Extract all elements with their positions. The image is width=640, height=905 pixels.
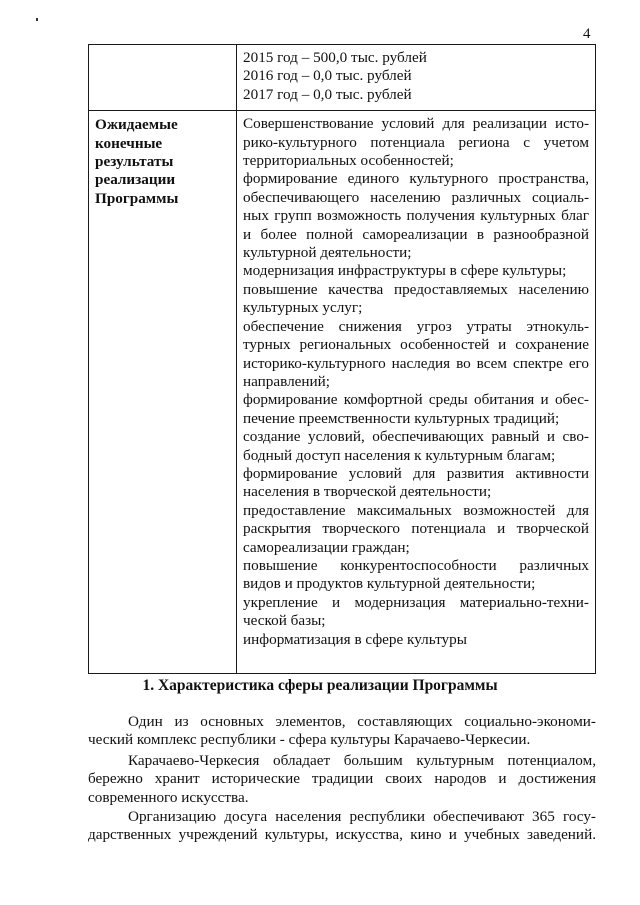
label-line: Программы (95, 189, 179, 207)
result-line: турных региональных особенностей и сохранение (243, 336, 589, 354)
funding-label-cell (89, 45, 237, 111)
result-line: населения в творческой деятельности; (243, 483, 492, 501)
paragraph-line: ческий комплекс республики - сфера культуры Карачаево-Черкесии. (88, 731, 531, 749)
paragraph-line: дарственных учреждений культуры, искусства, кино и учебных заведений. (88, 826, 596, 844)
result-line: направлений; (243, 372, 331, 390)
paragraph-line: Карачаево-Черкесия обладает большим культурным потенциалом, (128, 752, 596, 769)
section-paragraph-3 (88, 808, 596, 845)
expected-results-list (237, 111, 596, 674)
label-line: реализации (95, 171, 176, 189)
result-line: историко-культурного наследия во всем спектре его (243, 354, 589, 372)
result-line: ных групп возможность получения культурных благ (243, 207, 589, 225)
result-line: создание условий, обеспечивающих равный и сво- (243, 428, 589, 446)
result-line: культурной деятельности; (243, 244, 412, 262)
result-line: Совершенствование условий для реализации исто- (243, 115, 589, 133)
result-line: формирование единого культурного пространства, (243, 170, 589, 188)
result-line: предоставление максимальных возможностей для (243, 501, 589, 519)
result-line: информатизация в сфере культуры (243, 630, 467, 648)
label-line: результаты (95, 153, 174, 171)
label-line: Ожидаемые (95, 116, 178, 134)
funding-year-line: 2015 год – 500,0 тыс. рублей (243, 49, 427, 66)
result-line: самореализации граждан; (243, 538, 410, 556)
paragraph-line: Один из основных элементов, составляющих социально-экономи- (128, 713, 596, 730)
paragraph-line: бережно хранит исторические традиции своих народов и достижения (88, 770, 596, 788)
result-line: и более полной самореализации в разнообразной (243, 225, 589, 243)
funding-value-cell (237, 45, 596, 111)
section-paragraph-1 (88, 713, 596, 750)
expected-results-label (89, 111, 237, 674)
program-passport-table (88, 44, 596, 674)
funding-year-line: 2017 год – 0,0 тыс. рублей (243, 85, 412, 103)
result-line: обеспечивающего населению различных социаль- (243, 188, 589, 206)
paragraph-line: Организацию досуга населения республики обеспечивают 365 госу- (128, 808, 596, 825)
result-line: ческой базы; (243, 612, 326, 630)
section-heading: 1. Характеристика сферы реализации Программы (142, 677, 498, 694)
result-line: модернизация инфраструктуры в сфере культуры; (243, 262, 567, 280)
section-paragraph-2 (88, 752, 596, 807)
result-line: повышение качества предоставляемых населению (243, 280, 589, 298)
expected-results-row (89, 111, 596, 674)
page-number: 4 (583, 26, 591, 42)
label-line: конечные (95, 134, 163, 152)
scan-artifact-mark (36, 18, 38, 21)
result-line: укрепление и модернизация материально-техни- (243, 593, 589, 611)
result-line: печение преемственности культурных традиций; (243, 409, 560, 427)
result-line: раскрытия творческого потенциала и творческой (243, 520, 589, 538)
result-line: рико-культурного потенциала региона с учетом (243, 133, 589, 151)
result-line: формирование комфортной среды обитания и обес- (243, 391, 589, 409)
result-line: формирование условий для развития активности (243, 464, 589, 482)
result-line: территориальных особенностей; (243, 152, 454, 170)
paragraph-line: современного искусства. (88, 788, 249, 806)
result-line: бодный доступ населения к культурным благам; (243, 446, 556, 464)
result-line: обеспечение снижения угроз утраты этнокуль- (243, 317, 589, 335)
result-line: повышение конкурентоспособности различных (243, 556, 589, 574)
funding-year-line: 2016 год – 0,0 тыс. рублей (243, 67, 412, 85)
result-line: видов и продуктов культурной деятельности; (243, 575, 536, 593)
funding-row (89, 45, 596, 111)
result-line: культурных услуг; (243, 299, 363, 317)
